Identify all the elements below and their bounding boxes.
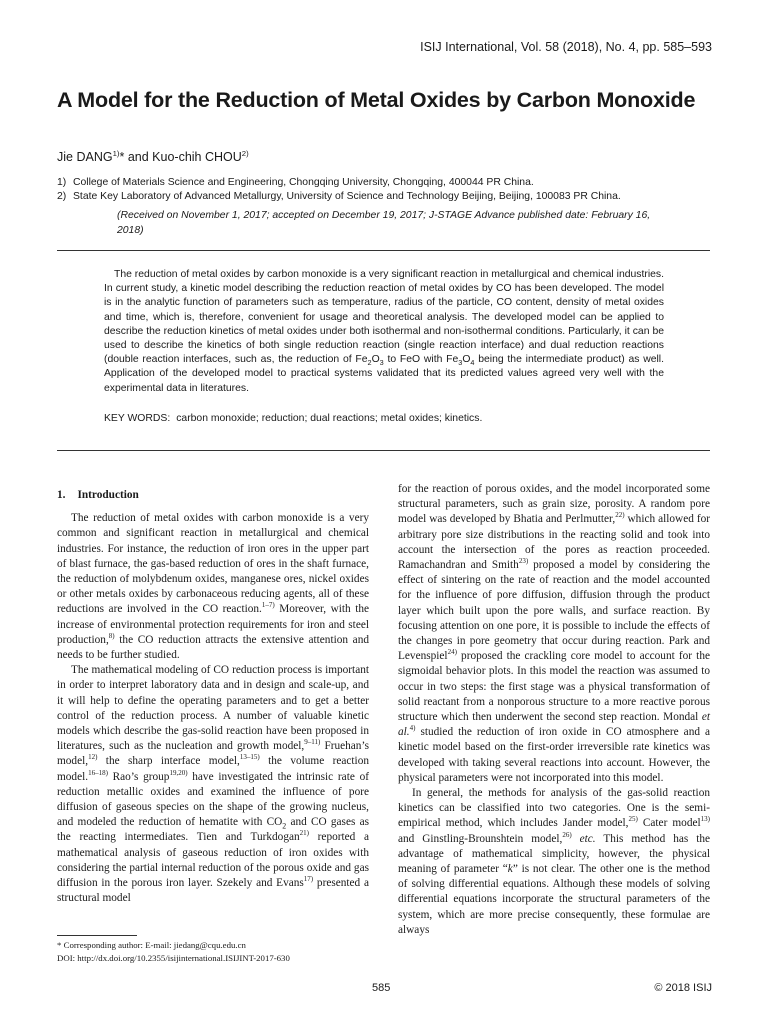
keywords-text: carbon monoxide; reduction; dual reactions; metal oxides; kinetics.: [176, 413, 483, 424]
affiliation-2: [57, 191, 621, 202]
doi-footnote: DOI: http://dx.doi.org/10.2355/isijinternational.ISIJINT-2017-630: [57, 953, 290, 963]
keywords-label: KEY WORDS:: [104, 413, 171, 424]
reference-mark: 21): [299, 829, 309, 838]
subscript: 3: [458, 358, 463, 368]
left-column: [57, 488, 369, 906]
author-2-name: Kuo-chih CHOU: [152, 150, 242, 164]
reference-mark: 8): [108, 632, 115, 641]
subscript: 2: [282, 821, 287, 831]
section-title: Introduction: [77, 489, 139, 501]
subscript: 4: [470, 358, 475, 368]
abstract-text: being the intermediate product) as well. Application of the developed model to practical systems validated that its predicted values agreed very well with the experimental data in literatures.: [104, 354, 664, 394]
reference-mark: 4): [409, 724, 416, 733]
reference-mark: 19,20): [169, 768, 188, 777]
authors-conjunction: and: [124, 150, 153, 164]
reference-mark: 9–11): [304, 738, 321, 747]
author-2-affil-mark: 2): [241, 148, 249, 158]
abstract: [104, 268, 664, 396]
page-number: 585: [372, 982, 391, 994]
reference-mark: 13): [700, 815, 710, 824]
reference-mark: 22): [615, 511, 625, 520]
affiliation-text: State Key Laboratory of Advanced Metallurgy, University of Science and Technology Beijing, Beijing, 100083 PR China.: [73, 191, 621, 202]
reference-mark: 16–18): [88, 768, 108, 777]
affiliation-text: College of Materials Science and Engineering, Chongqing University, Chongqing, 400044 PR China.: [73, 177, 534, 188]
reference-mark: 1–7): [261, 601, 275, 610]
journal-citation: ISIJ International, Vol. 58 (2018), No. 4, pp. 585–593: [420, 40, 712, 54]
reference-mark: 26): [562, 830, 572, 839]
subscript: 3: [379, 358, 384, 368]
header-divider: [57, 250, 710, 251]
keywords: [104, 413, 482, 424]
copyright: © 2018 ISIJ: [654, 982, 712, 994]
right-column: [398, 482, 710, 938]
body-paragraph: In general, the methods for analysis of the gas-solid reaction kinetics can be classified into two categories. One is the semi-empirical method, which includes Jander model,$^{25)}$ Cater model$^{13)}$ and Ginstling-Brounshtein model,$^{26)}$ etc. This method has the advantage of mathematical simplicity, however, the physical meaning of parameter “k” is not clear. The other one is the method of solving differential equations. Although these models of solving differential equations incorporate the structural parameters of the system, which are more precise consequently, these formulae are always: [398, 787, 711, 936]
section-heading: [57, 488, 369, 503]
reference-mark: 12): [88, 753, 98, 762]
body-paragraph: The reduction of metal oxides with carbon monoxide is a very common and significant reaction in metallurgical and chemical industries. For instance, the reduction of iron ores in the upper part of blast furnace, the gas-based reduction of ores in the shaft furnace, the reduction of molybdenum oxides, manganese ores, nickel oxides or other metals oxides by carbonaceous reducing agents, all of these reductions are involved in the CO reaction.$^{1-7)}$ Moreover, with the increase of environmental protection requirements for iron and steel production,$^{8)}$ the CO reduction attracts the extensive attention and needs to be further studied.: [57, 512, 369, 662]
reference-mark: 17): [303, 875, 314, 884]
affiliation-1: [57, 177, 534, 188]
abstract-text: The reduction of metal oxides by carbon monoxide is a very significant reaction in metallurgical and chemical industries. In current study, a kinetic model describing the reduction reaction of metal oxides by CO has been developed. The model is in the analytic function of parameters such as temperature, radius of the particle, CO content, density of metal oxides and time, which is, therefore, convenient for usage and theoretical analysis. The developed model can be applied to describe the reduction kinetics of metal oxides under both isothermal and non-isothermal conditions. Particularly, it can be used to describe the kinetics of both single reduction reaction (single reaction interface) and dual reduction reactions (double reaction interfaces, such as, the reduction of Fe: [104, 269, 664, 366]
affiliation-number: 2): [57, 191, 67, 202]
reference-mark: 25): [628, 815, 638, 824]
body-paragraph: for the reaction of porous oxides, and the model incorporated some structural parameters, such as grain size, porosity. A random pore model was developed by Bhatia and Perlmutter,$^{22)}$ which allowed for arbitrary pore size distributions in the reacting solid and took into account the intersection of the pores as reaction proceeded. Ramachandran and Smith$^{23)}$ proposed a model by considering the effect of sintering on the rate of reaction and the model accounted for the influence of pore diffusion, diffusion through the product layer which built upon the pore walls, and surface reaction. By focusing attention on one pore, it is possible to include the effects of the changes in pore geometry that occur during reaction. Park and Levenspiel$^{24)}$ proposed the crackling core model to account for the sigmoidal behavior plots. In this model the reaction was assumed to occur in two steps: the first stage was a physical transformation of solid reactant from a nonporous structure to a more reactive porous structure which then underwent the second step reaction. Mondal et al.$^{4)}$ studied the reduction of iron oxide in CO atmosphere and a kinetic model based on the first-order irreversible rate kinetics was developed with taking several reactions into account. However, the physical parameters were not incorporated into this model.: [398, 483, 710, 784]
reference-mark: 13–15): [239, 753, 260, 762]
corresponding-mark: *: [119, 150, 125, 164]
reference-mark: 24): [447, 648, 457, 657]
subscript: 2: [367, 358, 372, 368]
abstract-text: to FeO with Fe: [383, 354, 459, 366]
footnote-divider: [57, 935, 137, 936]
body-paragraph: The mathematical modeling of CO reduction process is important in order to interpret laboratory data and in design and scale-up, and it will help to define the operating parameters and to get a better control of the reduction process. A number of valuable kinetic models which describe the gas-solid reaction have been proposed in literatures, such as the nucleation and growth model,$^{9-11)}$ Fruehan’s model,$^{12)}$ the sharp interface model,$^{13-15)}$ the volume reaction model.$^{16-18)}$ Rao’s group$^{19,20)}$ have investigated the intrinsic rate of reduction metallic oxides and examined the influence of pore diffusion of gaseous species on the shape of the growing nucleus, and modeled the reduction of hematite with $CO_2$ and CO gases as the reacting intermediates. Tien and Turkdogan$^{21)}$ reported a mathematical analysis of gaseous reduction of iron oxides with considering the partial internal reduction of the porous oxide and gas diffusion in the porous iron layer. Szekely and Evans$^{17)}$ presented a structural model: [57, 664, 369, 905]
etc: etc.: [579, 832, 596, 845]
section-number: 1.: [57, 489, 66, 501]
abstract-divider: [57, 450, 710, 451]
affiliation-number: 1): [57, 177, 67, 188]
abstract-text: O: [462, 354, 471, 366]
paper-title: A Model for the Reduction of Metal Oxides by Carbon Monoxide: [57, 88, 696, 112]
received-dates: (Received on November 1, 2017; accepted on December 19, 2017; J-STAGE Advance published date: February 16, 2018): [117, 210, 651, 236]
corresponding-author-footnote: * Corresponding author: E-mail: jiedang@cqu.edu.cn: [57, 940, 246, 950]
reference-mark: 23): [518, 557, 529, 566]
author-1-name: Jie DANG: [57, 150, 113, 164]
authors-line: [57, 150, 249, 164]
et-al: et al.: [398, 711, 710, 739]
abstract-text: O: [371, 354, 380, 366]
author-1-affil-mark: 1): [112, 148, 120, 158]
parameter-k: k: [507, 863, 513, 876]
